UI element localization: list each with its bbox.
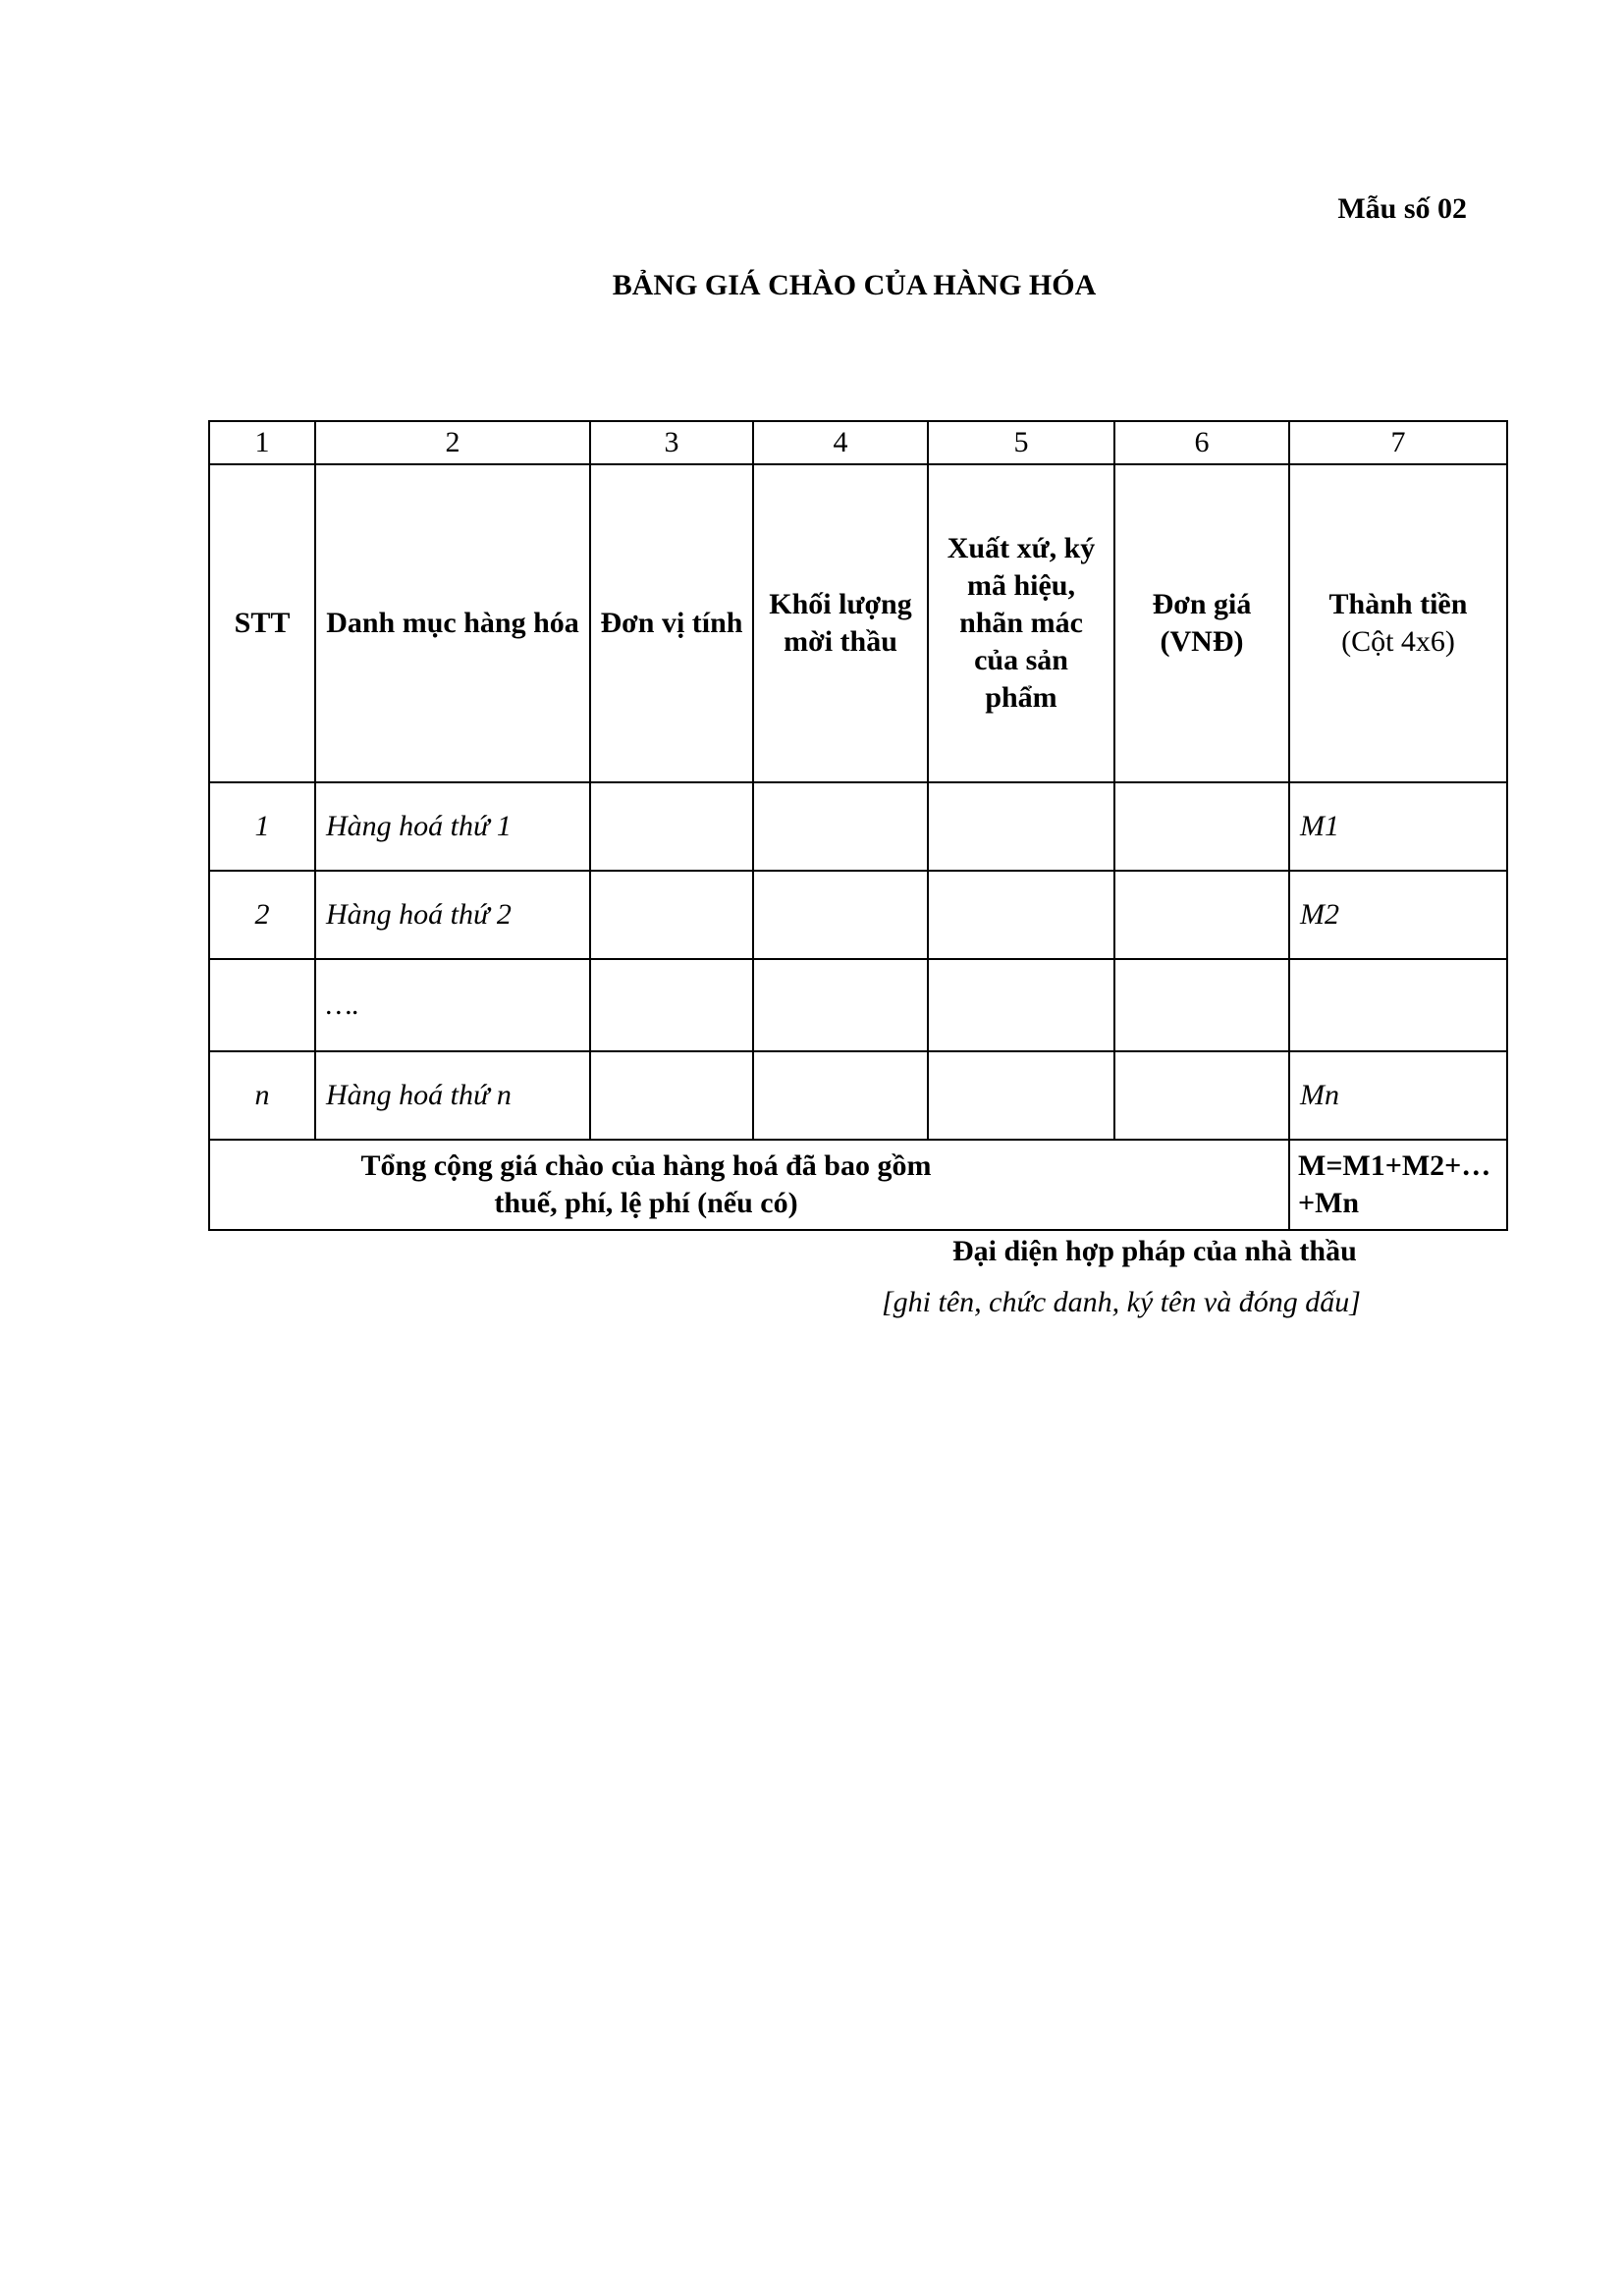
row-item-name: Hàng hoá thứ 1	[315, 782, 590, 871]
column-number-row	[209, 421, 1507, 464]
signer-note: [ghi tên, chức danh, ký tên và đóng dấu]	[882, 1286, 1361, 1318]
signer-title: Đại diện hợp pháp của nhà thầu	[952, 1235, 1357, 1267]
table-row	[209, 959, 1507, 1051]
header-row	[209, 464, 1507, 782]
row-stt: 1	[209, 782, 315, 871]
row-item-name: Hàng hoá thứ 2	[315, 871, 590, 959]
row-amount: Mn	[1289, 1051, 1507, 1140]
table-row	[209, 782, 1507, 871]
row-unit-price	[1114, 959, 1289, 1051]
row-unit	[590, 959, 753, 1051]
row-stt: n	[209, 1051, 315, 1140]
column-number: 3	[590, 421, 753, 464]
header-amount-label: Thành tiền	[1328, 588, 1468, 620]
form-number: Mẫu số 02	[1337, 192, 1467, 225]
header-amount-formula: (Cột 4x6)	[1341, 625, 1455, 658]
column-number: 1	[209, 421, 315, 464]
header-item-name: Danh mục hàng hóa	[315, 464, 590, 782]
row-quantity	[753, 1051, 928, 1140]
column-number: 2	[315, 421, 590, 464]
row-quantity	[753, 959, 928, 1051]
row-item-name: ….	[315, 959, 590, 1051]
row-quantity	[753, 782, 928, 871]
header-stt: STT	[209, 464, 315, 782]
row-unit	[590, 871, 753, 959]
header-unit-price: Đơn giá (VNĐ)	[1114, 464, 1289, 782]
column-number: 6	[1114, 421, 1289, 464]
row-item-name: Hàng hoá thứ n	[315, 1051, 590, 1140]
header-unit: Đơn vị tính	[590, 464, 753, 782]
row-amount: M1	[1289, 782, 1507, 871]
row-stt	[209, 959, 315, 1051]
column-number: 4	[753, 421, 928, 464]
row-origin	[928, 959, 1114, 1051]
header-amount	[1289, 464, 1507, 782]
column-number: 5	[928, 421, 1114, 464]
row-stt: 2	[209, 871, 315, 959]
total-row	[209, 1140, 1507, 1230]
row-unit-price	[1114, 782, 1289, 871]
row-origin	[928, 871, 1114, 959]
row-quantity	[753, 871, 928, 959]
price-quote-table	[208, 420, 1508, 1231]
total-label: Tổng cộng giá chào của hàng hoá đã bao gồm thuế, phí, lệ phí (nếu có)	[209, 1140, 1289, 1230]
row-amount	[1289, 959, 1507, 1051]
header-quantity: Khối lượng mời thầu	[753, 464, 928, 782]
row-origin	[928, 782, 1114, 871]
table-row	[209, 1051, 1507, 1140]
row-amount: M2	[1289, 871, 1507, 959]
row-unit-price	[1114, 871, 1289, 959]
row-unit	[590, 782, 753, 871]
header-origin: Xuất xứ, ký mã hiệu, nhãn mác của sản phẩm	[928, 464, 1114, 782]
row-unit	[590, 1051, 753, 1140]
column-number: 7	[1289, 421, 1507, 464]
total-value: M=M1+M2+…+Mn	[1289, 1140, 1507, 1230]
row-unit-price	[1114, 1051, 1289, 1140]
document-title: BẢNG GIÁ CHÀO CỦA HÀNG HÓA	[612, 269, 1097, 301]
row-origin	[928, 1051, 1114, 1140]
table-row	[209, 871, 1507, 959]
